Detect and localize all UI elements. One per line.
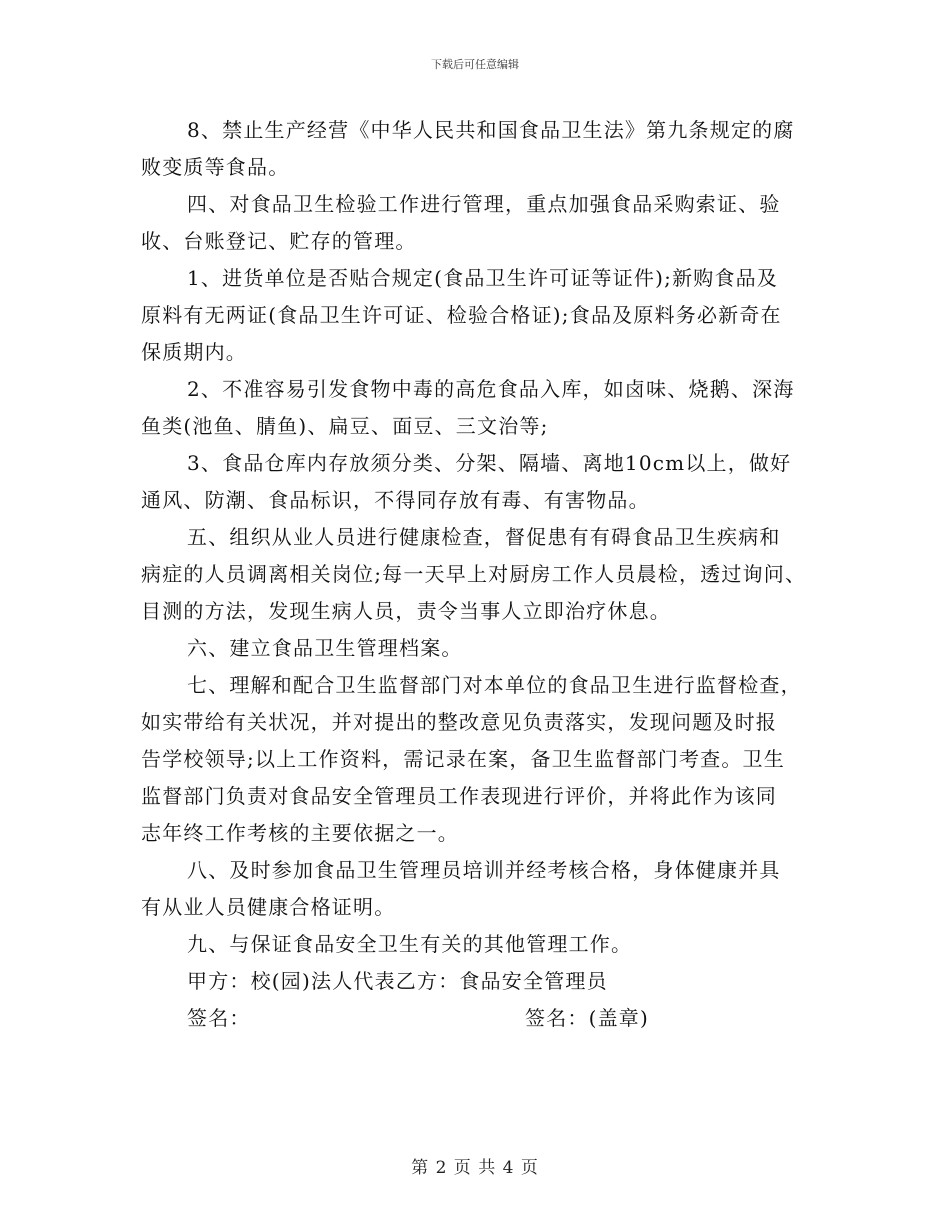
text-line: 四、对食品卫生检验工作进行管理，重点加强食品采购索证、验 (187, 192, 781, 216)
text-line: 志年终工作考核的主要依据之一。 (141, 821, 459, 845)
party-a-signature-label: 签名： (187, 1006, 251, 1030)
text-line: 1、进货单位是否贴合规定(食品卫生许可证等证件);新购食品及 (187, 266, 779, 290)
text-line: 3、食品仓库内存放须分类、分架、隔墙、离地10cm以上，做好 (187, 451, 792, 475)
text-line: 八、及时参加食品卫生管理员培训并经考核合格，身体健康并具 (187, 858, 781, 882)
text-line: 败变质等食品。 (141, 155, 290, 179)
signature-row (141, 1000, 811, 1037)
text-line: 九、与保证食品安全卫生有关的其他管理工作。 (187, 932, 633, 956)
text-line: 病症的人员调离相关岗位;每一天早上对厨房工作人员晨检，透过询问、 (141, 562, 807, 586)
paragraph-section-4 (141, 186, 811, 260)
text-line: 保质期内。 (141, 340, 247, 364)
paragraph-item-8 (141, 112, 811, 186)
text-line: 有从业人员健康合格证明。 (141, 895, 396, 919)
text-line: 收、台账登记、贮存的管理。 (141, 229, 417, 253)
text-line: 甲方：校(园)法人代表乙方：食品安全管理员 (187, 969, 608, 993)
text-line: 鱼类(池鱼、腈鱼)、扁豆、面豆、三文治等; (141, 414, 549, 438)
paragraph-item-1 (141, 260, 811, 371)
paragraph-item-2 (141, 371, 811, 445)
page-number-footer: 第 2 页 共 4 页 (411, 1158, 539, 1178)
text-line: 原料有无两证(食品卫生许可证、检验合格证);食品及原料务必新奇在 (141, 303, 782, 327)
text-line: 2、不准容易引发食物中毒的高危食品入库，如卤味、烧鹅、深海 (187, 377, 795, 401)
paragraph-section-7 (141, 667, 811, 852)
text-line: 五、组织从业人员进行健康检查，督促患有有碍食品卫生疾病和 (187, 525, 781, 549)
paragraph-section-6 (141, 630, 811, 667)
text-line: 告学校领导;以上工作资料，需记录在案，备卫生监督部门考查。卫生 (141, 747, 785, 771)
paragraph-section-8 (141, 852, 811, 926)
party-b-signature-label: 签名：(盖章) (525, 1006, 650, 1030)
parties-line (141, 963, 811, 1000)
paragraph-section-5 (141, 519, 811, 630)
header-note: 下载后可任意编辑 (431, 58, 519, 71)
document-body (141, 112, 811, 1037)
text-line: 8、禁止生产经营《中华人民共和国食品卫生法》第九条规定的腐 (187, 118, 795, 142)
text-line: 通风、防潮、食品标识，不得同存放有毒、有害物品。 (141, 488, 650, 512)
paragraph-section-9 (141, 926, 811, 963)
text-line: 监督部门负责对食品安全管理员工作表现进行评价，并将此作为该同 (141, 784, 777, 808)
text-line: 如实带给有关状况，并对提出的整改意见负责落实，发现问题及时报 (141, 710, 777, 734)
text-line: 六、建立食品卫生管理档案。 (187, 636, 463, 660)
text-line: 七、理解和配合卫生监督部门对本单位的食品卫生进行监督检查， (187, 673, 802, 697)
paragraph-item-3 (141, 445, 811, 519)
text-line: 目测的方法，发现生病人员，责令当事人立即治疗休息。 (141, 599, 671, 623)
